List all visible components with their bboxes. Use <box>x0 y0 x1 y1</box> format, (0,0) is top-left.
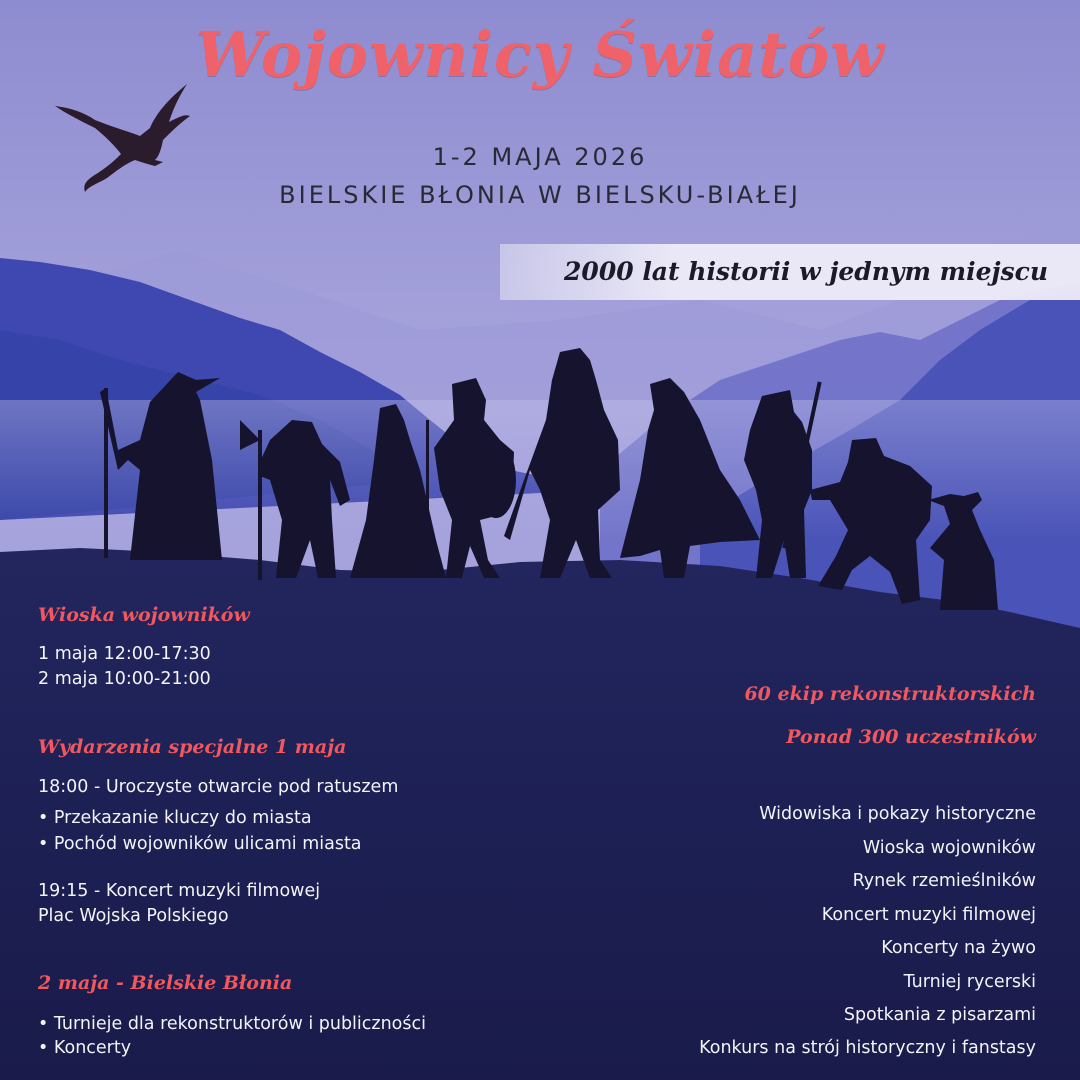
special-concert: 19:15 - Koncert muzyki filmowej <box>38 881 321 901</box>
attraction-item: Koncert muzyki filmowej <box>821 905 1036 925</box>
event-dates: 1-2 MAJA 2026 <box>432 143 648 171</box>
village-heading: Wioska wojowników <box>38 604 250 626</box>
event-venue: BIELSKIE BŁONIA W BIELSKU-BIAŁEJ <box>279 181 801 209</box>
attraction-item: Koncerty na żywo <box>881 938 1036 958</box>
attraction-item: Konkurs na strój historyczny i fanstasy <box>699 1038 1036 1058</box>
stat-teams: 60 ekip rekonstruktorskich <box>744 683 1036 705</box>
stat-participants: Ponad 300 uczestników <box>786 726 1036 748</box>
attraction-item: Rynek rzemieślników <box>852 871 1036 891</box>
tagline: 2000 lat historii w jednym miejscu <box>564 257 1048 286</box>
special-opening: 18:00 - Uroczyste otwarcie pod ratuszem <box>38 777 399 797</box>
special-heading: Wydarzenia specjalne 1 maja <box>38 736 347 758</box>
special-bullet-parade: • Pochód wojowników ulicami miasta <box>38 832 362 857</box>
day2-bullet-concerts: • Koncerty <box>38 1036 131 1061</box>
attraction-item: Turniej rycerski <box>903 972 1036 992</box>
special-concert-place: Plac Wojska Polskiego <box>38 906 229 926</box>
day2-heading: 2 maja - Bielskie Błonia <box>38 972 293 994</box>
day2-bullet-tournaments: • Turnieje dla rekonstruktorów i publiczności <box>38 1012 426 1037</box>
special-bullet-keys: • Przekazanie kluczy do miasta <box>38 806 312 831</box>
village-hours-day2: 2 maja 10:00-21:00 <box>38 669 211 689</box>
village-hours-day1: 1 maja 12:00-17:30 <box>38 644 211 664</box>
attraction-item: Wioska wojowników <box>862 838 1036 858</box>
attraction-item: Widowiska i pokazy historyczne <box>759 804 1036 824</box>
poster-title: Wojownicy Światów <box>195 18 885 91</box>
attraction-item: Spotkania z pisarzami <box>843 1005 1036 1025</box>
